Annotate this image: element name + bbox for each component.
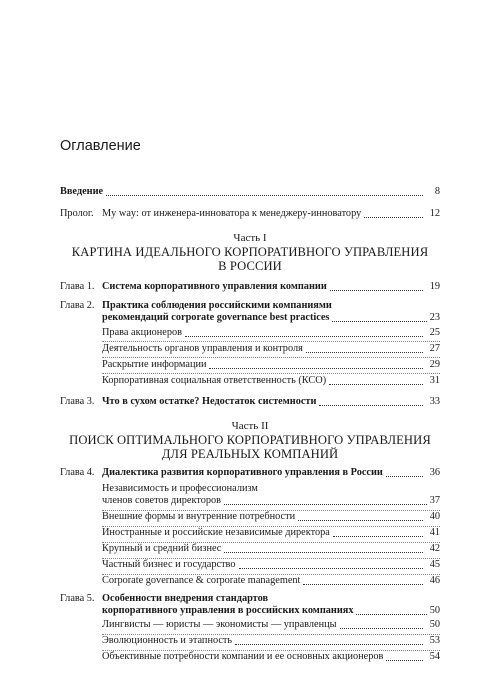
entry-label: Глава 2. [60,300,95,311]
toc-entry-chapter-5[interactable] [60,593,440,619]
page-number: 36 [429,467,440,478]
toc-subentry-title: Крупный и средний бизнес [102,543,222,554]
toc-subentry[interactable] [102,359,440,372]
part-1-title-line2: В РОССИИ [218,259,282,273]
dot-leader [235,644,423,645]
entry-label: Пролог. [60,208,94,219]
toc-entry-title-line2: корпоративного управления в российских компаниях [102,605,354,616]
toc-subentry-title-line2-row [102,495,440,508]
toc-entry-chapter-3[interactable] [60,396,440,409]
dot-leader [303,584,423,585]
dot-leader [340,628,423,629]
dot-leader [386,476,423,477]
toc-entry-title: Диалектика развития корпоративного управления в России [102,467,383,478]
toc-entry-intro[interactable] [60,186,440,199]
page-number: 31 [429,375,440,386]
dot-leader [332,321,426,322]
dot-leader [185,336,423,337]
toc-subentry-title: Corporate governance & corporate management [102,575,301,586]
toc-heading: Оглавление [60,138,141,154]
part-2-title-line1: ПОИСК ОПТИМАЛЬНОГО КОРПОРАТИВНОГО УПРАВЛЕНИЯ [69,433,431,447]
part-2-label: Часть II [231,420,269,432]
part-1-label: Часть I [233,232,267,244]
toc-entry-title-line2-row [102,605,440,618]
toc-subentry-title: Раскрытие информации [102,359,207,370]
toc-subentry-title-line2: членов советов директоров [102,495,222,506]
toc-subentry-title: Иностранные и российские независимые директора [102,527,330,538]
toc-subentry[interactable] [102,375,440,388]
toc-subentry-title-line1: Независимость и профессионализм [102,483,258,494]
toc-subentry[interactable] [102,527,440,540]
dot-leader [239,568,423,569]
page-number: 50 [429,619,440,630]
toc-entry-chapter-1[interactable] [60,281,440,294]
toc-entry-prologue[interactable] [60,208,440,221]
toc-entry-title: Система корпоративного управления компании [102,281,327,292]
page-number: 29 [429,359,440,370]
page-number: 46 [429,575,440,586]
separator [102,341,440,342]
page-number: 23 [429,312,440,323]
toc-subentry[interactable] [102,575,440,588]
toc-subentry[interactable] [102,619,440,632]
page-number: 37 [429,495,440,506]
separator [102,357,440,358]
separator [102,373,440,374]
toc-entry-chapter-2[interactable] [60,300,440,326]
toc-entry-title-line1: Практика соблюдения российскими компаниями [102,300,332,311]
toc-subentry-title: Лингвисты — юристы — экономисты — управленцы [102,619,337,630]
entry-label: Глава 4. [60,467,95,478]
entry-label: Глава 3. [60,396,95,407]
toc-entry-title-line1: Особенности внедрения стандартов [102,593,269,604]
toc-subentry-title: Корпоративная социальная ответственность (КСО) [102,375,327,386]
page-number: 33 [429,396,440,407]
dot-leader [386,660,423,661]
toc-subentry[interactable] [102,343,440,356]
part-1-title-line1: КАРТИНА ИДЕАЛЬНОГО КОРПОРАТИВНОГО УПРАВЛЕНИЯ [71,245,429,259]
dot-leader [306,352,423,353]
page-number: 45 [429,559,440,570]
entry-label: Глава 5. [60,593,95,604]
toc-entry-title-line2-row [102,312,440,325]
toc-subentry-title: Права акционеров [102,327,183,338]
dot-leader [298,520,423,521]
dot-leader [364,217,423,218]
page-number: 25 [429,327,440,338]
toc-entry-title: Введение [60,186,104,197]
toc-subentry[interactable] [102,511,440,524]
dot-leader [319,405,423,406]
page-number: 54 [429,651,440,662]
dot-leader [106,195,423,196]
entry-label: Глава 1. [60,281,95,292]
dot-leader [224,552,423,553]
page-number: 53 [429,635,440,646]
page-number: 40 [429,511,440,522]
toc-subentry-title: Внешние формы и внутренние потребности [102,511,296,522]
toc-subentry-title: Объективные потребности компании и ее основных акционеров [102,651,384,662]
page-number: 19 [429,281,440,292]
part-2-title-line2: ДЛЯ РЕАЛЬНЫХ КОМПАНИЙ [161,447,339,461]
dot-leader [209,368,423,369]
toc-entry-chapter-4[interactable] [60,467,440,480]
dot-leader [330,290,423,291]
dot-leader [329,384,423,385]
page-number: 41 [429,527,440,538]
toc-subentry-title: Частный бизнес и государство [102,559,236,570]
toc-subentry[interactable] [102,483,440,509]
toc-subentry-title: Эволюционность и этапность [102,635,233,646]
toc-entry-title: Что в сухом остатке? Недостаток системности [102,396,317,407]
toc-subentry[interactable] [102,543,440,556]
page-number: 42 [429,543,440,554]
toc-subentry[interactable] [102,559,440,572]
page-number: 50 [429,605,440,616]
page-number: 8 [434,186,440,197]
page-number: 12 [429,208,440,219]
dot-leader [356,614,426,615]
toc-subentry[interactable] [102,651,440,664]
page-number: 27 [429,343,440,354]
toc-entry-title-line2: рекомендаций corporate governance best practices [102,312,330,323]
toc-entry-title: My way: от инженера-инноватора к менеджеру-инноватору [102,208,362,219]
toc-subentry-title: Деятельность органов управления и контроля [102,343,303,354]
dot-leader [224,504,427,505]
dot-leader [333,536,423,537]
toc-subentry[interactable] [102,635,440,648]
toc-subentry[interactable] [102,327,440,340]
